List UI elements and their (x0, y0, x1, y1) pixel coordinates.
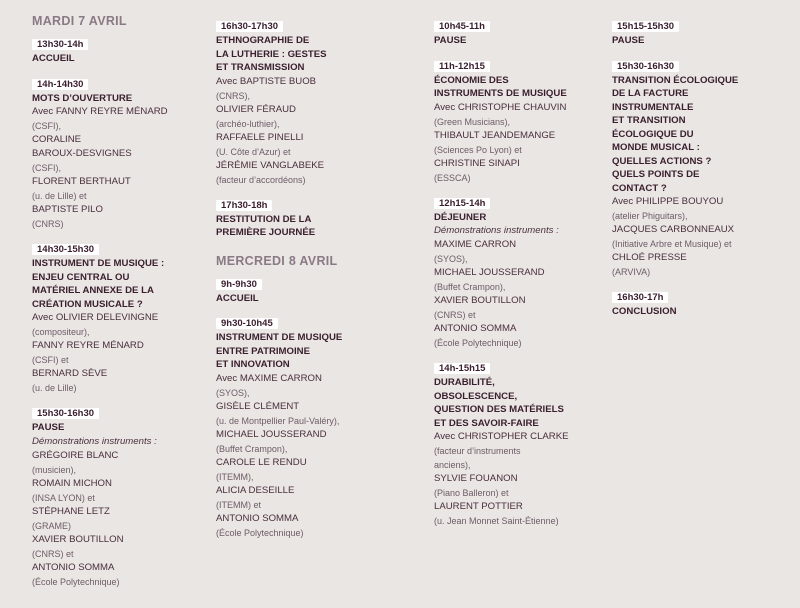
speaker: ANTONIO SOMMA (434, 323, 517, 334)
session-title: ACCUEIL (32, 53, 75, 64)
day-heading: MERCREDI 8 AVRIL (216, 253, 338, 268)
session-title: QUELS POINTS DE (612, 169, 700, 180)
note: Démonstrations instruments : (434, 225, 559, 236)
speaker: THIBAULT JEANDEMANGE (434, 129, 556, 141)
affiliation: (Buffet Crampon), (434, 282, 506, 292)
time-slot (216, 16, 406, 34)
speaker: BAPTISTE PILO (32, 204, 103, 215)
session-block (434, 56, 604, 185)
session-title: INSTRUMENT DE MUSIQUE : (32, 258, 165, 269)
time-badge: 13h30-14h (32, 39, 88, 50)
session-title: INSTRUMENTALE (612, 101, 694, 113)
session-block (32, 34, 207, 66)
speaker: BERNARD SÈVE (32, 368, 108, 379)
time-slot (216, 274, 406, 292)
affiliation: (musicien), (32, 464, 77, 475)
session-title: TRANSITION ÉCOLOGIQUE (612, 74, 739, 86)
session-title: CONTACT ? (612, 182, 667, 194)
time-badge: 14h30-15h30 (32, 244, 99, 255)
speaker: Avec OLIVIER DELEVINGNE (32, 312, 159, 323)
affiliation: (CNRS) et (434, 310, 476, 320)
speaker: MICHAEL JOUSSERAND (216, 428, 327, 440)
session-block (216, 195, 406, 240)
session-block (434, 193, 604, 351)
time-slot (434, 16, 604, 34)
session-block (216, 16, 406, 187)
affiliation: (École Polytechnique) (32, 576, 120, 587)
column-3 (434, 16, 604, 536)
session-block (32, 239, 207, 395)
affiliation: (Piano Balleron) et (434, 488, 509, 498)
speaker: JÉRÉMIE VANGLABEKE (216, 159, 325, 171)
time-badge: 14h-14h30 (32, 79, 88, 90)
session-title: RESTITUTION DE LA (216, 213, 312, 225)
speaker: Avec CHRISTOPHE CHAUVIN (434, 101, 567, 113)
speaker: FANNY REYRE MÉNARD (32, 340, 144, 351)
time-slot (612, 16, 792, 34)
session-title: ET INNOVATION (216, 359, 290, 370)
session-title: ENTRE PATRIMOINE (216, 345, 310, 357)
affiliation: (ESSCA) (434, 172, 471, 183)
session-title: INSTRUMENT DE MUSIQUE (216, 332, 343, 343)
speaker: JACQUES CARBONNEAUX (612, 224, 735, 235)
time-badge: 11h-12h15 (434, 61, 490, 72)
time-badge: 15h15-15h30 (612, 21, 679, 32)
session-title: INSTRUMENTS DE MUSIQUE (434, 88, 567, 99)
session-block (434, 358, 604, 528)
affiliation: (compositeur), (32, 327, 90, 337)
speaker: OLIVIER FÉRAUD (216, 103, 296, 115)
session-title: CONCLUSION (612, 306, 677, 317)
affiliation: (CNRS) et (32, 548, 74, 559)
time-slot (612, 287, 792, 305)
time-badge: 17h30-18h (216, 200, 272, 211)
time-badge: 16h30-17h30 (216, 21, 283, 32)
speaker: GISÈLE CLÉMENT (216, 400, 300, 412)
affiliation: (CSFI), (32, 163, 61, 173)
session-title: PREMIÈRE JOURNÉE (216, 227, 316, 238)
session-title: ÉCONOMIE DES (434, 74, 509, 86)
affiliation: (atelier Phiguitars), (612, 211, 688, 221)
session-title: PAUSE (434, 35, 467, 46)
speaker: FLORENT BERTHAUT (32, 176, 131, 187)
speaker: CHLOÉ PRESSE (612, 252, 687, 263)
session-block (612, 16, 792, 48)
session-title: PAUSE (612, 35, 645, 46)
affiliation: (u. de Lille) (32, 383, 77, 393)
speaker: ANTONIO SOMMA (216, 512, 299, 524)
affiliation: (CSFI), (32, 121, 61, 131)
session-title: DÉJEUNER (434, 211, 487, 223)
session-block (612, 56, 792, 280)
session-title: OBSOLESCENCE, (434, 390, 518, 402)
affiliation: (Green Musicians), (434, 116, 511, 127)
session-block (216, 313, 406, 540)
time-slot (612, 56, 792, 74)
time-slot (32, 403, 207, 421)
session-title: ETHNOGRAPHIE DE (216, 35, 310, 46)
speaker: Avec CHRISTOPHER CLARKE (434, 431, 569, 442)
session-title: DE LA FACTURE (612, 88, 689, 99)
speaker: XAVIER BOUTILLON (434, 295, 526, 306)
speaker: Avec MAXIME CARRON (216, 372, 322, 384)
affiliation: (CSFI) et (32, 355, 69, 365)
affiliation: (archéo-luthier), (216, 118, 280, 129)
session-block (612, 287, 792, 319)
speaker: RAFFAELE PINELLI (216, 131, 304, 143)
session-block (32, 74, 207, 232)
speaker: SYLVIE FOUANON (434, 473, 518, 484)
speaker: XAVIER BOUTILLON (32, 533, 124, 545)
note: Démonstrations instruments : (32, 435, 157, 447)
affiliation: (u. de Montpellier Paul-Valéry), (216, 415, 340, 426)
time-badge: 9h30-10h45 (216, 318, 278, 329)
session-title: QUESTION DES MATÉRIELS (434, 404, 564, 415)
session-title: ENJEU CENTRAL OU (32, 271, 130, 283)
speaker: GRÉGOIRE BLANC (32, 449, 119, 461)
affiliation: (ITEMM) et (216, 499, 261, 510)
affiliation: (GRAME) (32, 520, 71, 531)
session-title: MOTS D’OUVERTURE (32, 92, 133, 104)
speaker: ROMAIN MICHON (32, 477, 112, 489)
affiliation: (ITEMM), (216, 471, 254, 482)
affiliation: (SYOS), (434, 254, 468, 264)
session-title: CRÉATION MUSICALE ? (32, 298, 143, 310)
time-badge: 12h15-14h (434, 198, 490, 209)
affiliation: (CNRS), (216, 90, 250, 101)
speaker: MAXIME CARRON (434, 239, 517, 250)
session-block (216, 274, 406, 306)
session-title: QUELLES ACTIONS ? (612, 155, 712, 167)
speaker: BAROUX-DESVIGNES (32, 148, 132, 159)
session-block (434, 16, 604, 48)
session-title: ÉCOLOGIQUE DU (612, 128, 694, 140)
time-slot (32, 74, 207, 92)
time-slot (216, 195, 406, 213)
session-title: MATÉRIEL ANNEXE DE LA (32, 285, 154, 296)
affiliation: (École Polytechnique) (434, 338, 522, 348)
session-title: DURABILITÉ, (434, 377, 495, 388)
affiliation: (U. Côte d’Azur) et (216, 146, 291, 157)
session-title: PAUSE (32, 422, 65, 433)
affiliation: (ARVIVA) (612, 267, 651, 277)
affiliation: (École Polytechnique) (216, 527, 304, 538)
affiliation: (CNRS) (32, 219, 64, 229)
speaker: ALICIA DESEILLE (216, 484, 295, 496)
column-1 (32, 14, 207, 597)
session-title: ACCUEIL (216, 292, 259, 304)
time-slot (434, 193, 604, 211)
time-badge: 10h45-11h (434, 21, 490, 32)
column-4 (612, 16, 792, 327)
affiliation: (Initiative Arbre et Musique) et (612, 239, 732, 249)
time-badge: 16h30-17h (612, 292, 668, 303)
speaker: Avec FANNY REYRE MÉNARD (32, 106, 168, 117)
time-slot (434, 56, 604, 74)
speaker: CORALINE (32, 134, 82, 145)
affiliation: (u. Jean Monnet Saint-Étienne) (434, 516, 559, 526)
speaker: Avec BAPTISTE BUOB (216, 75, 317, 87)
column-2 (216, 16, 406, 548)
time-badge: 15h30-16h30 (612, 61, 679, 72)
speaker: ANTONIO SOMMA (32, 561, 115, 573)
affiliation: anciens), (434, 460, 471, 470)
speaker: LAURENT POTTIER (434, 501, 523, 512)
time-slot (434, 358, 604, 376)
time-badge: 14h-15h15 (434, 363, 490, 374)
speaker: CAROLE LE RENDU (216, 456, 307, 468)
affiliation: (facteur d’instruments (434, 446, 521, 456)
day-heading: MARDI 7 AVRIL (32, 14, 127, 28)
affiliation: (u. de Lille) et (32, 191, 87, 201)
speaker: CHRISTINE SINAPI (434, 157, 520, 169)
affiliation: (INSA LYON) et (32, 492, 95, 503)
affiliation: (Buffet Crampon), (216, 443, 288, 454)
affiliation: (Sciences Po Lyon) et (434, 144, 522, 155)
time-slot (32, 239, 207, 257)
time-badge: 9h-9h30 (216, 279, 262, 290)
session-title: LA LUTHERIE : GESTES (216, 48, 327, 60)
affiliation: (facteur d’accordéons) (216, 174, 306, 185)
session-title: MONDE MUSICAL : (612, 142, 700, 153)
speaker: Avec PHILIPPE BOUYOU (612, 196, 724, 207)
speaker: MICHAEL JOUSSERAND (434, 267, 545, 278)
affiliation: (SYOS), (216, 387, 250, 398)
time-slot (216, 313, 406, 331)
session-title: ET TRANSMISSION (216, 62, 305, 73)
session-block (32, 403, 207, 589)
speaker: STÉPHANE LETZ (32, 505, 110, 517)
time-badge: 15h30-16h30 (32, 408, 99, 419)
time-slot (32, 34, 207, 52)
session-title: ET DES SAVOIR-FAIRE (434, 417, 539, 429)
session-title: ET TRANSITION (612, 115, 686, 126)
